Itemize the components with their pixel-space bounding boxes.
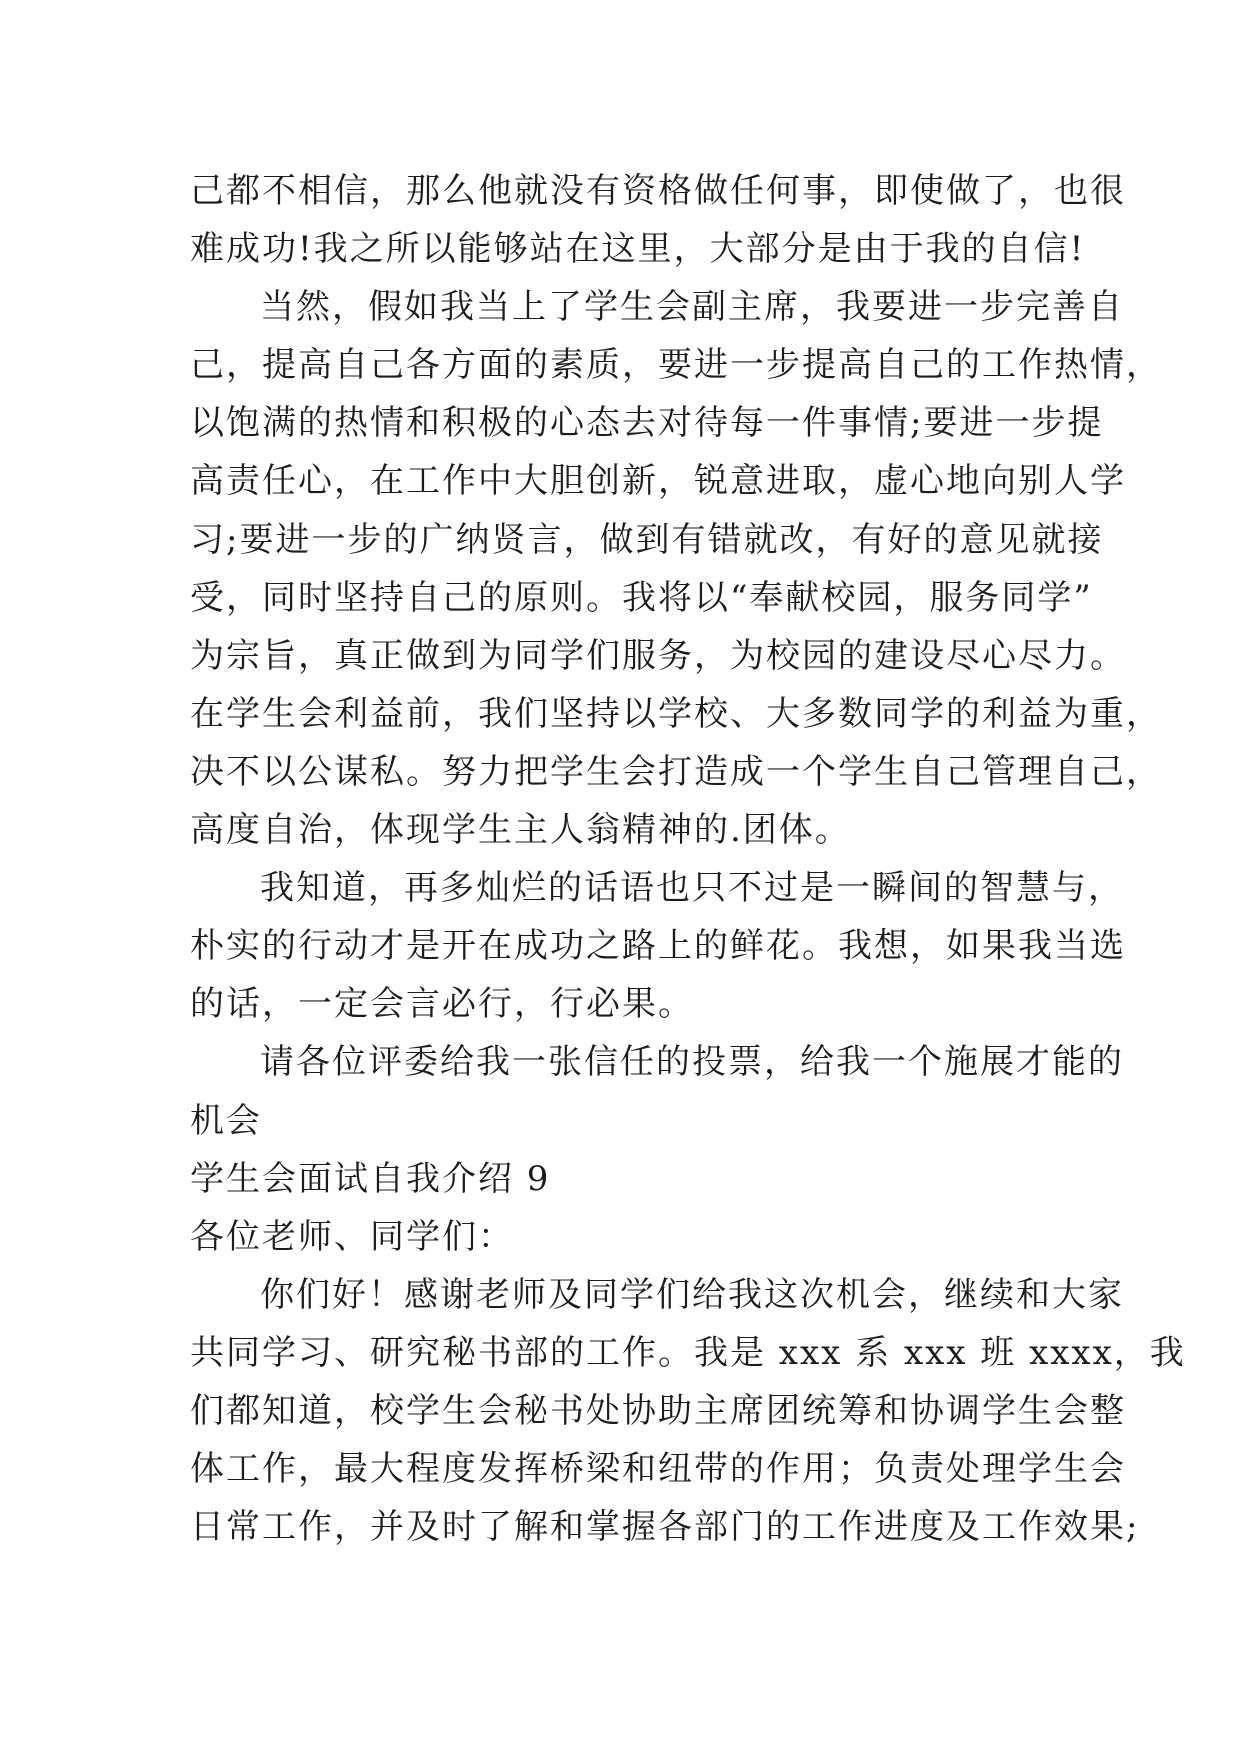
text-line: 在学生会利益前，我们坚持以学校、大多数同学的利益为重， xyxy=(190,693,1162,734)
paragraph-start-line: 请各位评委给我一张信任的投票，给我一个施展才能的 xyxy=(260,1042,1124,1083)
text-line: 以饱满的热情和积极的心态去对待每一件事情;要进一步提 xyxy=(190,403,1104,444)
text-line: 们都知道，校学生会秘书处协助主席团统筹和协调学生会整 xyxy=(190,1390,1126,1431)
text-line: 的话，一定会言必行，行必果。 xyxy=(190,984,694,1025)
text-line: 为宗旨，真正做到为同学们服务，为校园的建设尽心尽力。 xyxy=(190,635,1126,676)
text-line: 高责任心，在工作中大胆创新，锐意进取，虚心地向别人学 xyxy=(190,461,1126,502)
text-line: 受，同时坚持自己的原则。我将以“奉献校园，服务同学” xyxy=(190,577,1093,618)
text-line: 高度自治，体现学生主人翁精神的.团体。 xyxy=(190,810,851,851)
document-body xyxy=(190,162,1186,1556)
text-line: 决不以公谋私。努力把学生会打造成一个学生自己管理自己， xyxy=(190,751,1162,792)
paragraph-start-line: 我知道，再多灿烂的话语也只不过是一瞬间的智慧与， xyxy=(260,868,1124,909)
text-line: 己，提高自己各方面的素质，要进一步提高自己的工作热情， xyxy=(190,345,1162,386)
paragraph-start-line: 你们好！感谢老师及同学们给我这次机会，继续和大家 xyxy=(260,1274,1124,1315)
text-line: 己都不相信，那么他就没有资格做任何事，即使做了，也很 xyxy=(190,171,1126,211)
text-line: 体工作，最大程度发挥桥梁和纽带的作用；负责处理学生会 xyxy=(190,1449,1126,1490)
text-line: 朴实的行动才是开在成功之路上的鲜花。我想，如果我当选 xyxy=(190,926,1126,967)
paragraph-start-line: 当然，假如我当上了学生会副主席，我要进一步完善自 xyxy=(260,287,1124,328)
text-line: 日常工作，并及时了解和掌握各部门的工作进度及工作效果; xyxy=(190,1507,1140,1548)
text-line: 难成功!我之所以能够站在这里，大部分是由于我的自信! xyxy=(190,229,1086,270)
text-line: 机会 xyxy=(190,1100,262,1141)
section-heading: 学生会面试自我介绍 9 xyxy=(190,1158,551,1199)
text-line: 习;要进一步的广纳贤言，做到有错就改，有好的意见就接 xyxy=(190,519,1104,560)
salutation: 各位老师、同学们： xyxy=(190,1216,514,1257)
text-line: 共同学习、研究秘书部的工作。我是 xxx 系 xxx 班 xxxx，我 xyxy=(190,1332,1186,1373)
